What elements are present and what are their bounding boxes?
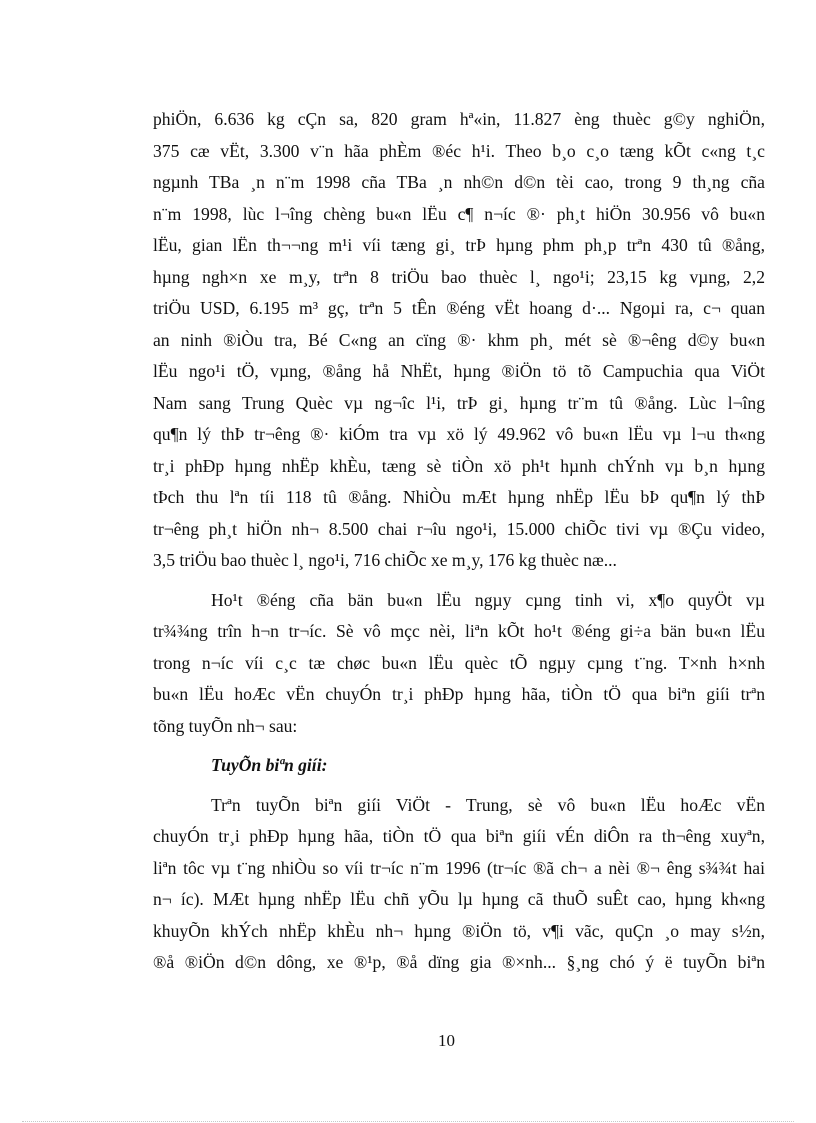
text-line: Nam sang Trung Quèc vµ ng¬îc l¹i, trÞ gi¸ hµng tr¨m tû ®ång. Lùc l¬îng xyxy=(153,392,765,413)
text-line: lËu, gian lËn th¬¬ng m¹i víi tæng gi¸ trÞ hµng phm ph¸p trªn 430 tû ®ång, xyxy=(153,235,765,255)
paragraph-gap xyxy=(153,577,765,585)
text-line: hµng ngh×n xe m¸y, trªn 8 triÖu bao thuèc l¸ ngo¹i; 23,15 kg vµng, 2,2 xyxy=(153,266,765,287)
text-line: 375 cæ vËt, 3.300 v¨n hãa phÈm ®éc h¹i. Theo b¸o c¸o tæng kÕt c«ng t¸c xyxy=(153,140,765,161)
paragraph-border-route xyxy=(153,790,765,979)
text-line: n¬ íc). MÆt hµng nhËp lËu chñ yÕu lµ hµng cã thuÕ suÊt cao, hµng kh«ng xyxy=(153,889,765,909)
text-line: chuyÓn tr¸i phÐp hµng hãa, tiÒn tÖ qua biªn giíi vÉn diÔn ra th¬êng xuyªn, xyxy=(153,826,765,846)
paragraph-gap xyxy=(153,742,765,750)
text-line: tr¬êng ph¸t hiÖn nh¬ 8.500 chai r¬îu ngo¹i, 15.000 chiÕc tivi vµ ®Çu video, xyxy=(153,518,765,539)
page-number: 10 xyxy=(438,1031,455,1050)
text-line: tÞch thu lªn tíi 118 tû ®ång. NhiÒu mÆt hµng nhËp lËu bÞ qu¶n lý thÞ xyxy=(153,487,765,507)
text-line: ngµnh TBa ¸n n¨m 1998 cña TBa ¸n nh©n d©n tèi cao, trong 9 th¸ng cña xyxy=(153,172,765,192)
text-line: n¨m 1998, lùc l¬îng chèng bu«n lËu c¶ n¬íc ®· ph¸t hiÖn 30.956 vô bu«n xyxy=(153,203,765,224)
text-line: tr¸i phÐp hµng nhËp khÈu, tæng sè tiÒn xö ph¹t hµnh chÝnh vµ b¸n hµng xyxy=(153,455,765,476)
text-line: triÖu USD, 6.195 m³ gç, trªn 5 tÊn ®éng vËt hoang d·... Ngoµi ra, c¬ quan xyxy=(153,298,765,318)
text-line: trong n¬íc víi c¸c tæ chøc bu«n lËu quèc tÕ ngµy cµng t¨ng. T×nh h×nh xyxy=(153,652,765,673)
text-line: Ho¹t ®éng cña bän bu«n lËu ngµy cµng tinh vi, x¶o quyÖt vµ xyxy=(211,589,765,610)
section-heading xyxy=(153,750,765,782)
paragraph-statistics xyxy=(153,104,765,577)
paragraph-gap xyxy=(153,782,765,790)
text-line: tr¾¾ng trîn h¬n tr¬íc. Sè vô mçc nèi, liªn kÕt ho¹t ®éng gi÷a bän bu«n lËu xyxy=(153,621,765,641)
text-line: 3,5 triÖu bao thuèc l¸ ngo¹i, 716 chiÕc xe m¸y, 176 kg thuèc næ... xyxy=(153,550,617,570)
page-body xyxy=(153,104,765,979)
text-line: tõng tuyÕn nh¬ sau: xyxy=(153,715,298,736)
text-line: ®å ®iÖn d©n dông, xe ®¹p, ®å dïng gia ®×nh... §¸ng chó ý ë tuyÕn biªn xyxy=(153,952,765,972)
text-line: khuyÕn khÝch nhËp khÈu nh¬ hµng ®iÖn tö, v¶i vãc, quÇn ¸o may s½n, xyxy=(153,920,765,941)
section-heading-text: TuyÕn biªn giíi: xyxy=(211,755,328,775)
text-line: phiÖn, 6.636 kg cÇn sa, 820 gram hª«in, 11.827 èng thuèc g©y nghiÖn, xyxy=(153,109,765,129)
text-line: liªn tôc vµ t¨ng nhiÒu so víi tr¬íc n¨m 1996 (tr¬íc ®ã ch¬ a nèi ®¬ êng s¾¾t hai xyxy=(153,857,765,878)
text-line: Trªn tuyÕn biªn giíi ViÖt - Trung, sè vô bu«n lËu hoÆc vËn xyxy=(211,794,765,815)
text-line: bu«n lËu hoÆc vËn chuyÓn tr¸i phÐp hµng hãa, tiÒn tÖ qua biªn giíi trªn xyxy=(153,684,765,704)
page-bottom-divider xyxy=(22,1121,794,1122)
text-line: an ninh ®iÒu tra, Bé C«ng an cïng ®· khm ph¸ mét sè ®¬êng d©y bu«n xyxy=(153,329,765,350)
text-line: lËu ngo¹i tÖ, vµng, ®ång hå NhËt, hµng ®iÖn tö tõ Campuchia qua ViÖt xyxy=(153,361,765,381)
paragraph-smuggling-activity xyxy=(153,585,765,743)
text-line: qu¶n lý thÞ tr¬êng ®· kiÓm tra vµ xö lý 49.962 vô bu«n lËu vµ l¬u th«ng xyxy=(153,424,765,444)
